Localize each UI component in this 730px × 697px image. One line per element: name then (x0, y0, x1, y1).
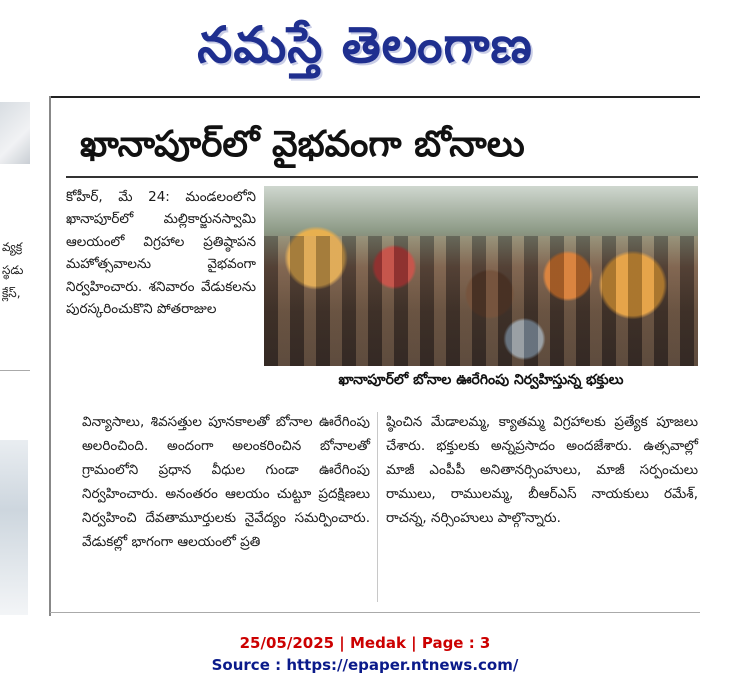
headline-box (66, 116, 698, 178)
edition-info: 25/05/2025 | Medak | Page : 3 (239, 634, 491, 652)
adjacent-photo (0, 440, 28, 615)
article-headline: ఖానాపూర్‌లో వైభవంగా బోనాలు (80, 124, 525, 165)
column-divider (377, 412, 378, 602)
article-column-right (386, 410, 698, 530)
photo-crowd (264, 236, 698, 366)
left-rule (49, 96, 51, 616)
top-rule (50, 96, 700, 98)
adjacent-text-line: వ్యక్ర (2, 240, 23, 254)
adjacent-text-line: స్థడు (2, 263, 24, 277)
news-photo (264, 186, 698, 366)
newspaper-title: నమస్తే తెలంగాణ (197, 16, 533, 74)
source-link[interactable]: Source : https://epaper.ntnews.com/ (211, 656, 519, 674)
masthead (0, 0, 730, 90)
adjacent-article-strip (0, 100, 46, 615)
adjacent-text-line: క్లేస్, (2, 286, 21, 300)
article-intro: కోహీర్, మే 24: మండలంలోని ఖానాపూర్‌లో మల్లికార్జునస్వామి ఆలయంలో విగ్రహాల ప్రతిష్ఠాపన మహోత్సవాలను వైభవంగా నిర్వహించారు. శనివారం వేడుకలను పురస్కరించుకొని పోతరాజుల (66, 189, 256, 318)
article-column-left (82, 410, 370, 554)
adjacent-text (2, 236, 46, 305)
adjacent-divider (0, 370, 30, 371)
adjacent-photo (0, 102, 30, 164)
photo-caption: ఖానాపూర్‌లో బోనాల ఊరేగింపు నిర్వహిస్తున్న భక్తులు (338, 372, 624, 388)
article-intro-column (66, 186, 256, 320)
article-body-right: ష్ఠించిన మేడాలమ్మ, క్యాతమ్మ విగ్రహాలకు ప్రత్యేక పూజలు చేశారు. భక్తులకు అన్నప్రసాదం అందజేశారు. ఉత్సవాల్లో మాజీ ఎంపీపీ అనితానర్సింహులు, మాజీ సర్పంచులు రాములు, రాములమ్మ, బీఆర్‌ఎస్ నాయకులు రమేశ్, రాచన్న, నర్సింహులు పాల్గొన్నారు. (386, 414, 698, 526)
footer (0, 632, 730, 676)
article-body-left: విన్యాసాలు, శివసత్తుల పూనకాలతో బోనాల ఊరేగింపు అలరించింది. అందంగా అలంకరించిన బోనాలతో గ్రామంలోని ప్రధాన వీధుల గుండా ఊరేగింపు నిర్వహించారు. అనంతరం ఆలయం చుట్టూ ప్రదక్షిణలు నిర్వహించి దేవతామూర్తులకు నైవేద్యం సమర్పించారు. వేడుకల్లో భాగంగా ఆలయంలో ప్రతి (82, 414, 370, 550)
bottom-rule (50, 612, 700, 613)
